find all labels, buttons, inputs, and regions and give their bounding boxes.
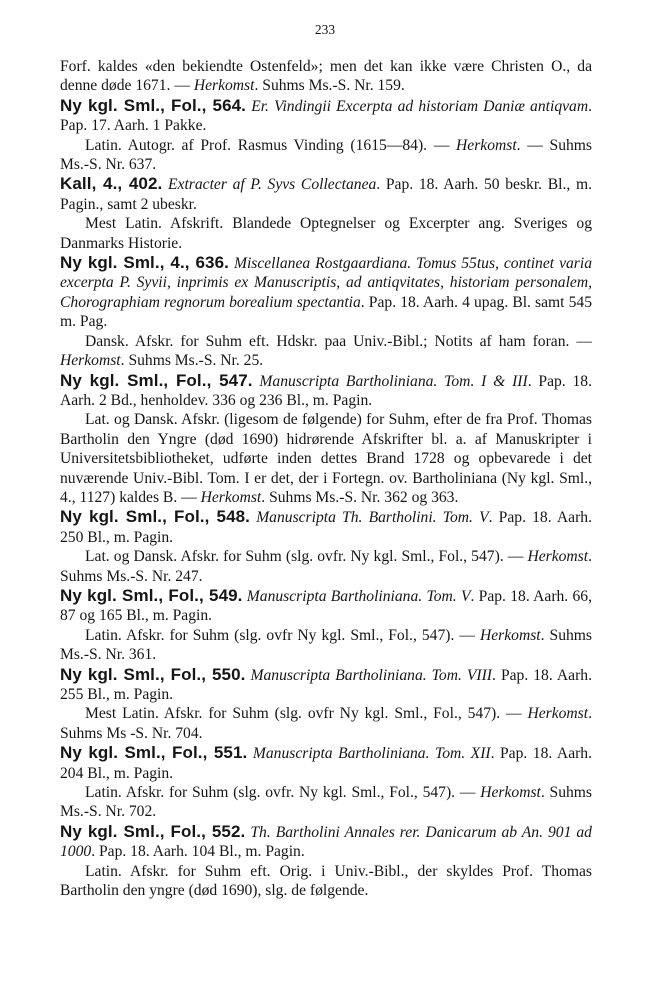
text-run: Forf. kaldes «den bekiendte Ostenfeld»; men det kan ikke være Christen O., da denne døde 1671. — xyxy=(60,58,592,95)
text-run: . Pap. 18. Aarh. 204 Bl., m. Pagin. xyxy=(60,745,593,782)
italic-text: Th. Bartholini Annales rer. Danicarum ab An. 901 ad 1000 xyxy=(60,823,592,861)
italic-text: Er. Vindingii Excerpta ad historiam Daniæ antiqvam xyxy=(251,97,589,115)
text-run: . Pap. 18. Aarh. 255 Bl., m. Pagin. xyxy=(60,666,592,703)
shelfmark: Ny kgl. Sml., Fol., 547. xyxy=(60,370,253,390)
entry-description xyxy=(60,410,592,507)
text-run: Latin. Autogr. af Prof. Rasmus Vinding (1615—84). — xyxy=(85,136,457,154)
text-run: . Suhms Ms.-S. Nr. 25. xyxy=(120,352,264,370)
italic-text: Extracter af P. Syvs Collectanea xyxy=(168,176,377,194)
shelfmark: Ny kgl. Sml., 4., 636. xyxy=(60,253,229,273)
text-run: Mest Latin. Afskr. for Suhm (slg. ovfr Ny kgl. Sml., Fol., 547). — xyxy=(85,705,528,723)
italic-text: Herkomst xyxy=(527,548,589,566)
entry-heading xyxy=(60,665,592,705)
entry-heading xyxy=(60,253,592,332)
text-run: . Pap. 18. Aarh. 250 Bl., m. Pagin. xyxy=(60,509,592,546)
italic-text: Herkomst xyxy=(456,136,517,154)
text-run: . Pap. 18. Aarh. 66, 87 og 165 Bl., m. Pagin. xyxy=(60,587,592,625)
text-run: Latin. Afskr. for Suhm eft. Orig. i Univ.-Bibl., der skyldes Prof. Thomas Bartholin den yngre (død 1690), slg. de følgende. xyxy=(60,862,592,900)
entry-heading xyxy=(60,96,592,136)
text-run: . Suhms Ms.-S. Nr. 247. xyxy=(60,548,592,585)
text-run: Latin. Afskr. for Suhm (slg. ovfr Ny kgl. Sml., Fol., 547). — xyxy=(85,626,480,644)
text-run: . — Suhms Ms.-S. Nr. 637. xyxy=(60,136,592,174)
text-run: . Suhms Ms -S. Nr. 704. xyxy=(60,705,592,742)
italic-text: Herkomst xyxy=(200,488,262,506)
text-run: Dansk. Afskr. for Suhm eft. Hdskr. paa Univ.-Bibl.; Notits af ham foran. — xyxy=(85,332,592,350)
text-run: . Suhms Ms.-S. Nr. 362 og 363. xyxy=(261,488,459,506)
italic-text: Herkomst xyxy=(527,705,589,723)
text-run: . Pap. 17. Aarh. 1 Pakke. xyxy=(60,97,592,135)
italic-text: Miscellanea Rostgaardiana. Tomus 55tus, continet varia excerpta P. Syvii, inprimis ex Manuscriptis, ad antiqvitates, historiam personalem, Chorographiam regnorum borealium spectantia xyxy=(60,255,592,311)
text-run: . Pap. 18. Aarh. 104 Bl., m. Pagin. xyxy=(91,843,305,861)
italic-text: Manuscripta Bartholiniana. Tom. I & III xyxy=(259,372,528,390)
entry-heading xyxy=(60,174,592,214)
entry-heading xyxy=(60,822,592,862)
entry-heading xyxy=(60,743,592,783)
shelfmark: Ny kgl. Sml., Fol., 550. xyxy=(60,664,246,684)
italic-text: Herkomst xyxy=(60,352,121,370)
entry-description xyxy=(60,626,592,665)
text-run: Lat. og Dansk. Afskr. (ligesom de følgende) for Suhm, efter de fra Prof. Thomas Bartholin den Yngre (død 1690) hidrørende Afskrifter bl. a. af Manuskripter i Universitetsbibliotheket, udførte inden dettes Brand 1728 og opbevarede i det nuværende Univ.-Bibl. Tom. I er det, der i Fortegn. ov. Bartholiniana (Ny kgl. Sml., 4., 1127) kaldes B. — xyxy=(60,411,592,506)
text-run: . Pap. 18. Aarh. 2 Bd., henholdev. 336 og 236 Bl., m. Pagin. xyxy=(60,372,592,409)
page-number: 233 xyxy=(314,22,336,37)
entry-heading xyxy=(60,586,592,626)
entry-description xyxy=(60,214,592,253)
entry-description xyxy=(60,332,592,371)
shelfmark: Ny kgl. Sml., Fol., 549. xyxy=(60,585,243,605)
shelfmark: Kall, 4., 402. xyxy=(60,174,163,194)
shelfmark: Ny kgl. Sml., Fol., 548. xyxy=(60,507,251,527)
text-run: . Suhms Ms.-S. Nr. 361. xyxy=(60,626,592,664)
text-run: Mest Latin. Afskrift. Blandede Optegnelser og Excerpter ang. Sveriges og Danmarks Historie. xyxy=(60,215,592,252)
entry-heading xyxy=(60,371,592,411)
text-run: . Pap. 18. Aarh. 4 upag. Bl. samt 545 m. Pag. xyxy=(60,293,593,331)
entry-description xyxy=(60,547,592,586)
italic-text: Manuscripta Bartholiniana. Tom. V xyxy=(246,587,471,605)
italic-text: Herkomst xyxy=(480,784,541,802)
shelfmark: Ny kgl. Sml., Fol., 551. xyxy=(60,743,248,763)
italic-text: Manuscripta Th. Bartholini. Tom. V xyxy=(256,509,489,527)
entry-description xyxy=(60,136,592,175)
text-run: . Suhms Ms.-S. Nr. 702. xyxy=(60,784,593,821)
text-run: . Pap. 18. Aarh. 50 beskr. Bl., m. Pagin., samt 2 ubeskr. xyxy=(60,176,592,213)
shelfmark: Ny kgl. Sml., Fol., 564. xyxy=(60,95,247,115)
italic-text: Herkomst xyxy=(479,626,541,644)
entry-description xyxy=(60,783,592,822)
entry-description xyxy=(60,862,592,901)
italic-text: Manuscripta Bartholiniana. Tom. VIII xyxy=(250,666,493,684)
catalogue-text xyxy=(60,57,592,900)
entry-description xyxy=(60,704,592,743)
text-run: . Suhms Ms.-S. Nr. 159. xyxy=(254,77,405,95)
italic-text: Manuscripta Bartholiniana. Tom. XII xyxy=(252,745,491,763)
italic-text: Herkomst xyxy=(193,77,255,95)
continuation-paragraph xyxy=(60,57,592,96)
text-run: Lat. og Dansk. Afskr. for Suhm (slg. ovfr. Ny kgl. Sml., Fol., 547). — xyxy=(85,548,528,566)
shelfmark: Ny kgl. Sml., Fol., 552. xyxy=(60,821,246,841)
entry-heading xyxy=(60,507,592,547)
text-run: Latin. Afskr. for Suhm (slg. ovfr. Ny kgl. Sml., Fol., 547). — xyxy=(85,784,481,802)
